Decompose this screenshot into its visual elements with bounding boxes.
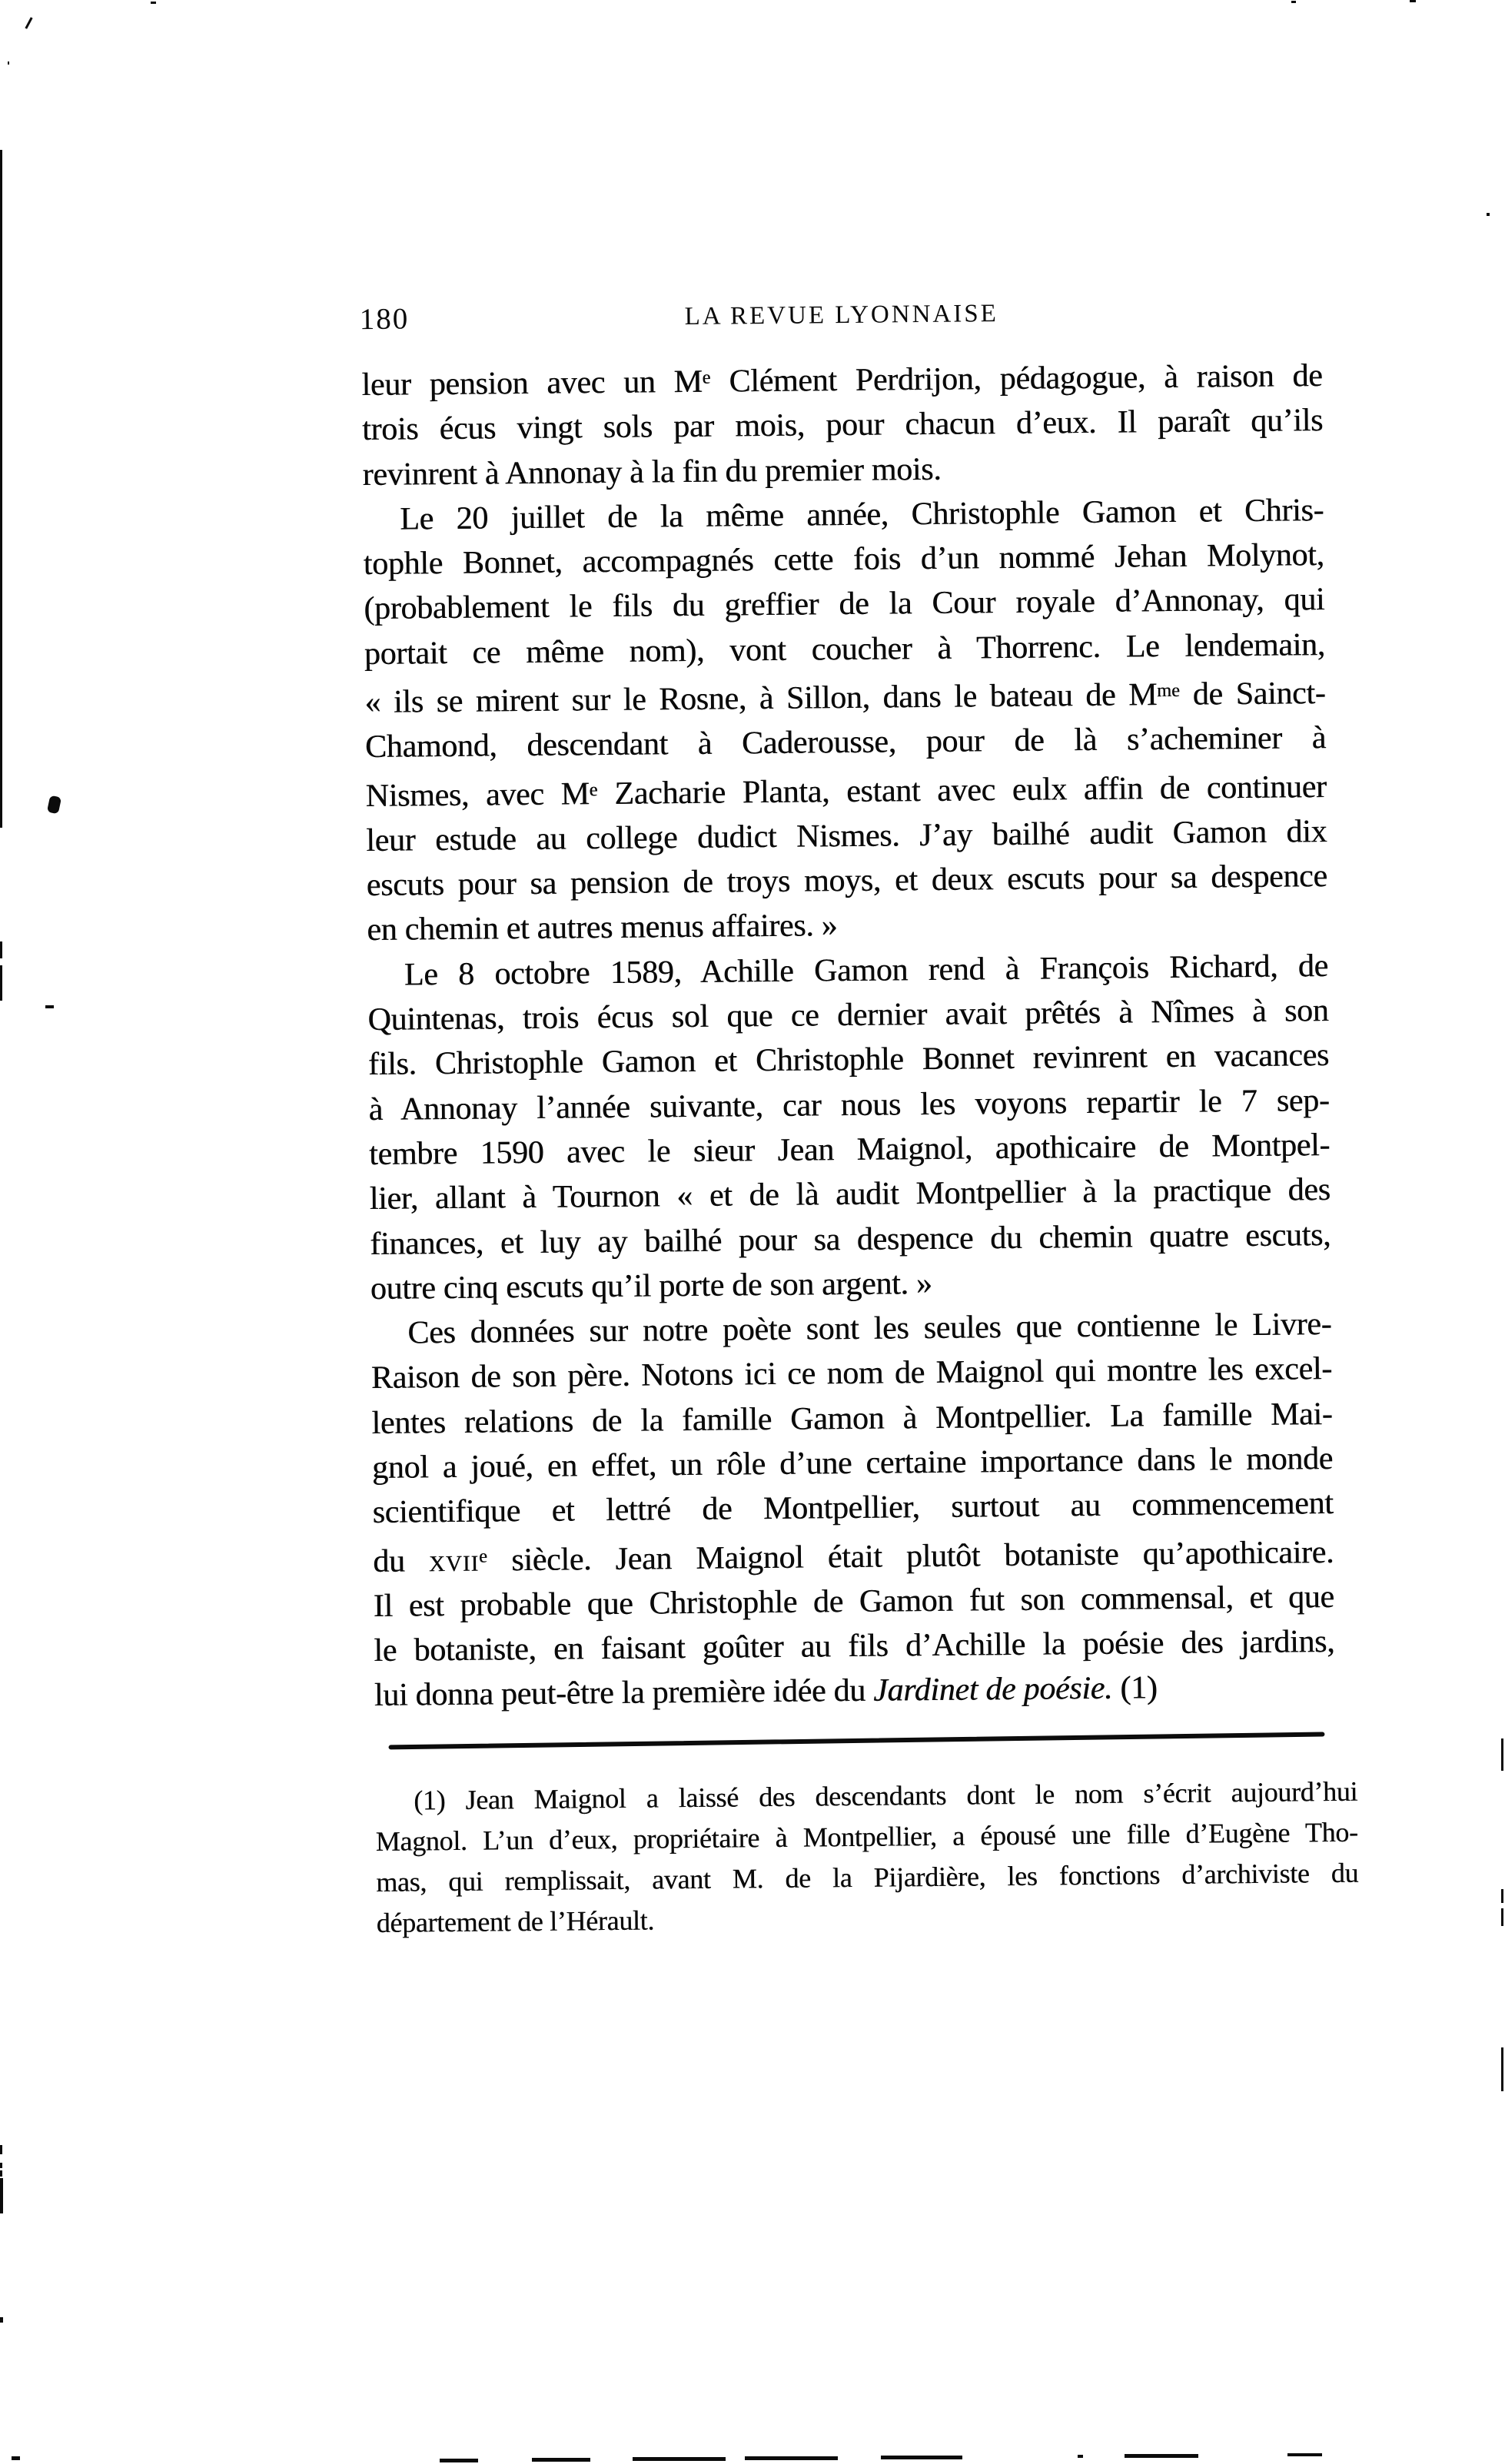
text-block (359, 291, 1359, 1991)
scan-artifact (151, 2, 156, 4)
scan-artifact (45, 1005, 54, 1008)
scan-artifact (0, 2178, 3, 2213)
scan-artifact (1287, 2453, 1322, 2456)
text-line: tembre 1590 avec le sieur Jean Maignol, apothicaire de Montpel- (368, 1127, 1331, 1172)
scan-artifact (1501, 1889, 1503, 1903)
scan-artifact (25, 17, 32, 29)
scan-artifact (0, 2145, 2, 2154)
text-line: département de l’Hérault. (376, 1904, 655, 1938)
scan-artifact (1501, 2047, 1503, 2091)
text-line: Magnol. L’un d’eux, propriétaire à Montpellier, a épousé une fille d’Eugène Tho- (375, 1816, 1358, 1857)
text-line: finances, et luy ay bailhé pour sa despence du chemin quatre escuts, (370, 1217, 1331, 1262)
text-line: Ces données sur notre poète sont les seules que contienne le Livre- (407, 1307, 1332, 1351)
scan-artifact (1501, 1738, 1503, 1771)
text-line: portait ce même nom), vont coucher à Thorrenc. Le lendemain, (364, 626, 1326, 672)
scan-artifact (0, 2170, 2, 2177)
text-line: à Annonay l’année suivante, car nous les voyons repartir le 7 sep- (368, 1082, 1330, 1127)
scan-artifact (0, 965, 2, 1001)
scan-artifact (1125, 2454, 1198, 2458)
text-line: le botaniste, en faisant goûter au fils d’Achille la poésie des jardins, (374, 1624, 1335, 1669)
text-line: trois écus vingt sols par mois, pour chacun d’eux. Il paraît qu’ils (361, 403, 1324, 448)
text-line: mas, qui remplissait, avant M. de la Pijardière, les fonctions d’archiviste du (376, 1857, 1359, 1898)
scan-artifact (12, 2456, 20, 2460)
text-line: Quintenas, trois écus sol que ce dernier avait prêtés à Nîmes à son (367, 993, 1329, 1038)
text-line: lier, allant à Tournon « et de là audit Montpellier à la practique des (369, 1172, 1331, 1217)
text-line: en chemin et autres menus affaires. » (367, 908, 838, 948)
text-line: scientifique et lettré de Montpellier, surtout au commencement (372, 1486, 1334, 1531)
footnote-separator (389, 1732, 1325, 1749)
scan-artifact (532, 2458, 590, 2462)
page-header (360, 291, 1321, 336)
text-line: Raison de son père. Notons ici ce nom de Maignol qui montre les excel- (370, 1351, 1333, 1396)
scan-artifact (745, 2456, 838, 2460)
scan-artifact (0, 2163, 2, 2168)
body-text (361, 350, 1335, 1718)
scan-artifact (1501, 1908, 1503, 1926)
scan-artifact (1078, 2455, 1083, 2458)
text-line: outre cinq escuts qu’il porte de son argent. » (370, 1265, 932, 1307)
scan-artifact (0, 150, 2, 828)
scan-artifact (0, 941, 2, 958)
text-line: Il est probable que Christophle de Gamon fut son commensal, et que (373, 1579, 1334, 1624)
scan-artifact (8, 61, 9, 65)
scan-artifact (881, 2456, 962, 2459)
footnote (375, 1772, 1359, 1944)
text-line: « ils se mirent sur le Rosne, à Sillon, dans le bateau de $M^{me}$ de Sainct- (364, 676, 1326, 721)
text-line: gnol a joué, en effet, un rôle d’une certaine importance dans le monde (371, 1440, 1334, 1486)
running-title: LA REVUE LYONNAISE (684, 300, 998, 331)
scan-artifact (47, 795, 61, 815)
text-line: leur pension avec un Me Clément Perdrijon, pédagogue, à raison de (361, 358, 1323, 403)
scan-artifact (440, 2459, 478, 2462)
text-line: escuts pour sa pension de troys moys, et deux escuts pour sa despence (366, 858, 1327, 904)
text-line: Le 20 juillet de la même année, Christophle Gamon et Chris- (399, 492, 1324, 537)
scan-artifact (1487, 213, 1490, 216)
text-line: tophle Bonnet, accompagnés cette fois d’un nommé Jehan Molynot, (363, 537, 1324, 583)
text-line: du xvii$^e$ siècle. Jean Maignol était plutôt botaniste qu’apothicaire. (372, 1534, 1334, 1579)
page-number: 180 (359, 302, 410, 337)
text-line: Nismes, avec Me Zacharie Planta, estant avec eulx affin de continuer (365, 769, 1327, 814)
scan-artifact (633, 2457, 726, 2461)
text-line: (probablement le fils du greffier de la Cour royale d’Annonay, qui (364, 582, 1325, 627)
text-line: Chamond, descendant à Caderousse, pour de là s’acheminer à (364, 720, 1327, 765)
text-line: lui donna peut-être la première idée du Jardinet de poésie. (1) (374, 1670, 1158, 1714)
scan-artifact (0, 2317, 3, 2323)
scan-artifact (1410, 0, 1416, 2)
text-line: fils. Christophle Gamon et Christophle Bonnet revinrent en vacances (367, 1038, 1330, 1083)
text-line: lentes relations de la famille Gamon à Montpellier. La famille Mai- (371, 1396, 1333, 1441)
text-line: (1) Jean Maignol a laissé des descendants dont le nom s’écrit aujourd’hui (414, 1775, 1358, 1816)
scan-artifact (1291, 1, 1296, 3)
text-line: revinrent à Annonay à la fin du premier mois. (362, 451, 942, 493)
text-line: Le 8 octobre 1589, Achille Gamon rend à François Richard, de (404, 948, 1329, 993)
text-line: leur estude au college dudict Nismes. J’ay bailhé audit Gamon dix (365, 813, 1327, 858)
